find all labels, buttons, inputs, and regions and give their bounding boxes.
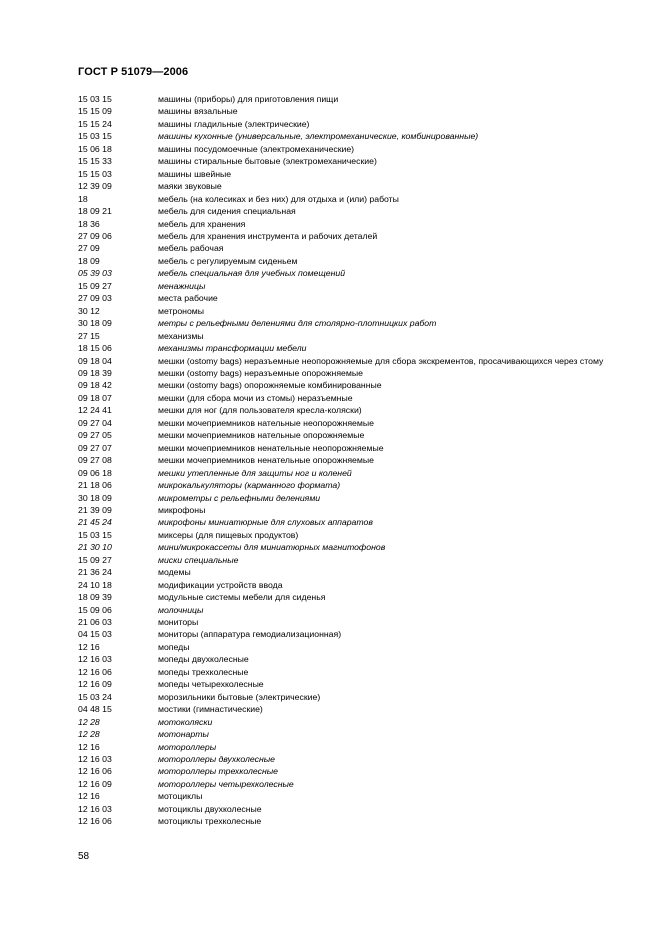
index-entry [78, 641, 638, 653]
classification-code: 12 24 41 [78, 405, 112, 416]
term-text: мешки мочеприемников нательные опорожняемые [158, 430, 365, 441]
index-entry [78, 255, 638, 267]
classification-code: 12 28 [78, 716, 100, 727]
classification-code: 21 36 24 [78, 567, 112, 578]
index-entry [78, 803, 638, 815]
index-entry [78, 790, 638, 802]
term-text: машины посудомоечные (электромеханические) [158, 143, 355, 154]
classification-code: 21 30 10 [78, 542, 112, 553]
term-text: менажницы [158, 280, 206, 291]
classification-code: 12 16 [78, 791, 100, 802]
index-entry [78, 242, 638, 254]
term-text: мебель (на колесиках и без них) для отдыха и (или) работы [158, 193, 399, 204]
term-text: мебель для сидения специальная [158, 206, 296, 217]
classification-code: 27 09 [78, 243, 100, 254]
classification-code: 15 15 33 [78, 156, 112, 167]
classification-code: 04 15 03 [78, 629, 112, 640]
term-text: мониторы (аппаратура гемодиализационная) [158, 629, 342, 640]
classification-code: 15 06 18 [78, 143, 112, 154]
index-entry [78, 579, 638, 591]
index-entry [78, 541, 638, 553]
term-text: микрофоны миниатюрные для слуховых аппаратов [158, 517, 373, 528]
index-entry [78, 155, 638, 167]
index-entry [78, 105, 638, 117]
classification-code: 09 27 08 [78, 455, 112, 466]
classification-code: 05 39 03 [78, 268, 112, 279]
page-number: 58 [78, 851, 90, 862]
classification-code: 12 16 09 [78, 679, 112, 690]
classification-code: 09 18 42 [78, 380, 112, 391]
classification-code: 15 03 24 [78, 691, 112, 702]
index-entry [78, 454, 638, 466]
index-entry [78, 280, 638, 292]
index-entry [78, 566, 638, 578]
index-entry [78, 168, 638, 180]
term-text: места рабочие [158, 293, 218, 304]
term-text: миксеры (для пищевых продуктов) [158, 529, 299, 540]
term-text: мешки для ног (для пользователя кресла-коляски) [158, 405, 362, 416]
index-entry [78, 218, 638, 230]
index-entry [78, 467, 638, 479]
term-text: мешки мочеприемников ненательные неопорожняемые [158, 442, 384, 453]
index-entry [78, 678, 638, 690]
index-entry [78, 529, 638, 541]
index-entry [78, 728, 638, 740]
index-entry [78, 554, 638, 566]
term-text: мотонарты [158, 729, 209, 740]
index-entry [78, 379, 638, 391]
classification-code: 15 03 15 [78, 529, 112, 540]
index-entry [78, 330, 638, 342]
classification-code: 12 39 09 [78, 181, 112, 192]
classification-code: 12 16 [78, 741, 100, 752]
index-entry [78, 317, 638, 329]
term-text: мешки (для сбора мочи из стомы) неразъемные [158, 392, 353, 403]
classification-code: 15 03 15 [78, 131, 112, 142]
classification-code: 12 16 [78, 641, 100, 652]
index-entry [78, 417, 638, 429]
index-entry [78, 367, 638, 379]
classification-code: 09 18 04 [78, 355, 112, 366]
term-text: машины (приборы) для приготовления пищи [158, 94, 339, 104]
term-text: механизмы [158, 330, 204, 341]
term-text: метры с рельефными делениями для столярно-плотницких работ [158, 318, 437, 329]
classification-code: 12 16 03 [78, 654, 112, 665]
classification-code: 09 27 04 [78, 417, 112, 428]
classification-code: 12 16 03 [78, 803, 112, 814]
term-text: мебель с регулируемым сиденьем [158, 255, 298, 266]
index-entry [78, 616, 638, 628]
term-text: мебель специальная для учебных помещений [158, 268, 346, 279]
classification-code: 12 16 03 [78, 754, 112, 765]
term-text: микрофоны [158, 504, 206, 515]
classification-code: 30 18 09 [78, 492, 112, 503]
index-entry [78, 765, 638, 777]
classification-code: 18 [78, 193, 88, 204]
index-entry [78, 118, 638, 130]
term-text: молочницы [158, 604, 204, 615]
index-entry [78, 143, 638, 155]
classification-code: 27 09 06 [78, 230, 112, 241]
index-entry [78, 429, 638, 441]
classification-code: 15 15 09 [78, 106, 112, 117]
term-text: мониторы [158, 617, 199, 628]
term-text: мотороллеры [158, 741, 217, 752]
index-entry [78, 305, 638, 317]
index-entry [78, 292, 638, 304]
index-entry [78, 267, 638, 279]
index-entry [78, 516, 638, 528]
classification-code: 09 06 18 [78, 467, 112, 478]
classification-code: 09 18 07 [78, 392, 112, 403]
classification-code: 21 39 09 [78, 504, 112, 515]
term-text: мопеды двухколесные [158, 654, 249, 665]
term-text: морозильники бытовые (электрические) [158, 691, 321, 702]
index-entry [78, 130, 638, 142]
term-text: мотоциклы [158, 791, 203, 802]
term-text: мешки мочеприемников нательные неопорожняемые [158, 417, 374, 428]
term-text: модульные системы мебели для сиденья [158, 592, 326, 603]
classification-code: 21 45 24 [78, 517, 112, 528]
index-entry [78, 666, 638, 678]
index-entry [78, 653, 638, 665]
index-entry [78, 815, 638, 827]
classification-code: 27 09 03 [78, 293, 112, 304]
index-entry [78, 205, 638, 217]
index-entry [78, 703, 638, 715]
term-text: мебель рабочая [158, 243, 224, 254]
index-entry [78, 492, 638, 504]
term-text: машины стиральные бытовые (электромеханические) [158, 156, 377, 167]
term-text: мопеды четырехколесные [158, 679, 264, 690]
classification-code: 18 09 [78, 255, 100, 266]
term-text: машины гладильные (электрические) [158, 118, 310, 129]
term-text: маяки звуковые [158, 181, 222, 192]
classification-code: 12 16 09 [78, 778, 112, 789]
classification-code: 18 36 [78, 218, 100, 229]
term-text: мини/микрокассеты для миниатюрных магнитофонов [158, 542, 386, 553]
index-entry [78, 93, 638, 105]
term-text: мотоциклы трехколесные [158, 816, 262, 827]
index-entry [78, 604, 638, 616]
term-text: мотороллеры четырехколесные [158, 778, 294, 789]
classification-code: 09 27 07 [78, 442, 112, 453]
classification-code: 12 16 06 [78, 816, 112, 827]
term-text: мешки (ostomy bags) опорожняемые комбинированные [158, 380, 382, 391]
classification-code: 21 18 06 [78, 480, 112, 491]
classification-code: 15 15 24 [78, 118, 112, 129]
index-entry [78, 193, 638, 205]
term-text: модификации устройств ввода [158, 579, 283, 590]
page-title: ГОСТ Р 51079—2006 [78, 66, 189, 78]
index-list [78, 93, 638, 828]
index-entry [78, 230, 638, 242]
term-text: модемы [158, 567, 191, 578]
classification-code: 18 09 21 [78, 206, 112, 217]
term-text: механизмы трансформации мебели [158, 343, 307, 354]
term-text: мопеды [158, 641, 190, 652]
classification-code: 30 18 09 [78, 318, 112, 329]
classification-code: 18 15 06 [78, 343, 112, 354]
term-text: миски специальные [158, 554, 239, 565]
classification-code: 15 03 15 [78, 94, 112, 104]
index-entry [78, 442, 638, 454]
term-text: машины вязальные [158, 106, 238, 117]
term-text: мотоколяски [158, 716, 213, 727]
index-entry [78, 180, 638, 192]
index-entry [78, 404, 638, 416]
term-text: мотоциклы двухколесные [158, 803, 262, 814]
index-entry [78, 691, 638, 703]
classification-code: 12 16 06 [78, 666, 112, 677]
classification-code: 18 09 39 [78, 592, 112, 603]
term-text: мешки (ostomy bags) неразъемные неопорожняемые для сбора экскрементов, просачивающихся через стому [158, 355, 604, 366]
classification-code: 21 06 03 [78, 617, 112, 628]
index-entry [78, 355, 638, 367]
classification-code: 15 09 27 [78, 280, 112, 291]
classification-code: 30 12 [78, 305, 100, 316]
term-text: мешки мочеприемников ненательные опорожняемые [158, 455, 374, 466]
term-text: мотороллеры двухколесные [158, 754, 275, 765]
classification-code: 15 15 03 [78, 168, 112, 179]
term-text: мотороллеры трехколесные [158, 766, 278, 777]
term-text: машины швейные [158, 168, 232, 179]
classification-code: 12 28 [78, 729, 100, 740]
classification-code: 15 09 27 [78, 554, 112, 565]
term-text: мешки (ostomy bags) неразъемные опорожняемые [158, 367, 363, 378]
term-text: машины кухонные (универсальные, электромеханические, комбинированные) [158, 131, 479, 142]
index-entry [78, 628, 638, 640]
index-entry [78, 392, 638, 404]
term-text: микрометры с рельефными делениями [158, 492, 321, 503]
index-entry [78, 778, 638, 790]
term-text: мебель для хранения инструмента и рабочих деталей [158, 230, 378, 241]
index-entry [78, 504, 638, 516]
classification-code: 04 48 15 [78, 704, 112, 715]
index-entry [78, 753, 638, 765]
index-entry [78, 716, 638, 728]
term-text: мостики (гимнастические) [158, 704, 263, 715]
index-entry [78, 741, 638, 753]
classification-code: 09 27 05 [78, 430, 112, 441]
index-entry [78, 591, 638, 603]
index-entry [78, 342, 638, 354]
term-text: мебель для хранения [158, 218, 246, 229]
term-text: мопеды трехколесные [158, 666, 249, 677]
term-text: микрокалькуляторы (карманного формата) [158, 480, 341, 491]
classification-code: 15 09 06 [78, 604, 112, 615]
classification-code: 12 16 06 [78, 766, 112, 777]
index-entry [78, 479, 638, 491]
classification-code: 24 10 18 [78, 579, 112, 590]
term-text: метрономы [158, 305, 205, 316]
classification-code: 27 15 [78, 330, 100, 341]
classification-code: 09 18 39 [78, 367, 112, 378]
term-text: мешки утепленные для защиты ног и коленей [158, 467, 352, 478]
